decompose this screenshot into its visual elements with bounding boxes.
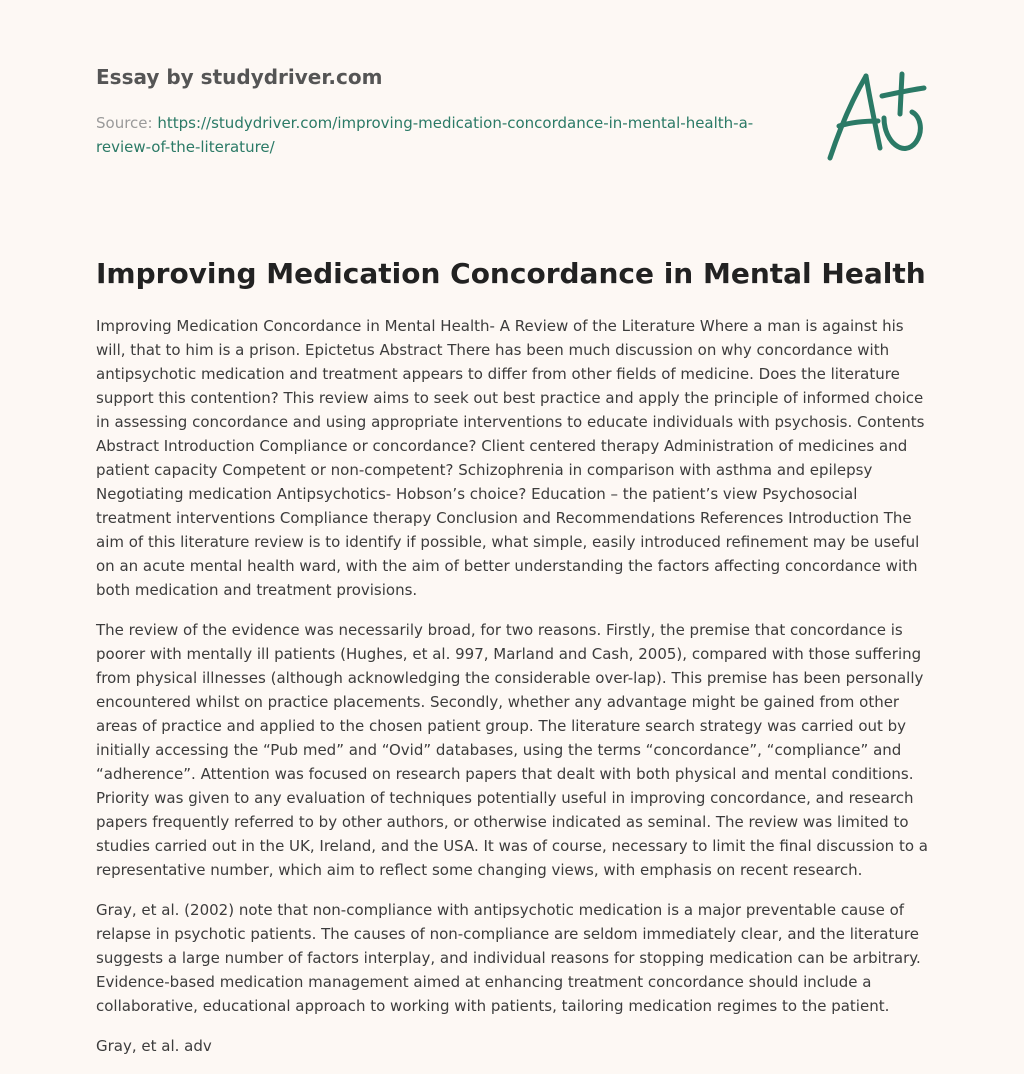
paragraph-2: The review of the evidence was necessarily broad, for two reasons. Firstly, the premise that concordance is poorer with mentally ill patients (Hughes, et al. 997, Marland and Cash, 2005), compared with those suffering from physical illnesses (although acknowledging the considerable over-lap). This premise has been personally encountered whilst on practice placements. Secondly, whether any advantage might be gained from other areas of practice and applied to the chosen patient group. The literature search strategy was carried out by initially accessing the “Pub med” and “Ovid” databases, using the terms “concordance”, “compliance” and “adherence”. Attention was focused on research papers that dealt with both physical and mental conditions. Priority was given to any evaluation of techniques potentially useful in improving concordance, and research papers frequently referred to by other authors, or otherwise indicated as seminal. The review was limited to studies carried out in the UK, Ireland, and the USA. It was of course, necessary to limit the final discussion to a representative number, which aim to reflect some changing views, with emphasis on recent research. <box>96 621 928 879</box>
paragraph-3: Gray, et al. (2002) note that non-compliance with antipsychotic medication is a major preventable cause of relapse in psychotic patients. The causes of non-compliance are seldom immediately clear, and the literature suggests a large number of factors interplay, and individual reasons for stopping medication can be arbitrary. Evidence-based medication management aimed at enhancing treatment concordance should include a collaborative, educational approach to working with patients, tailoring medication regimes to the patient. <box>96 901 921 1015</box>
source-link[interactable]: https://studydriver.com/improving-medication-concordance-in-mental-health-a-review-of-the-literature/ <box>96 114 754 156</box>
site-brand: Essay by studydriver.com <box>96 65 383 89</box>
paragraph-4: Gray, et al. adv <box>96 1037 212 1055</box>
logo-plus-swirl <box>884 112 920 148</box>
a-plus-logo-icon <box>822 66 932 166</box>
essay-header <box>96 62 796 159</box>
source-line <box>96 111 796 159</box>
paragraph-1: Improving Medication Concordance in Mental Health- A Review of the Literature Where a man is against his will, that to him is a prison. Epictetus Abstract There has been much discussion on why concordance with antipsychotic medication and treatment appears to differ from other fields of medicine. Does the literature support this contention? This review aims to seek out best practice and apply the principle of informed choice in assessing concordance and using appropriate interventions to educate individuals with psychosis. Contents Abstract Introduction Compliance or concordance? Client centered therapy Administration of medicines and patient capacity Competent or non-competent? Schizophrenia in comparison with asthma and epilepsy Negotiating medication Antipsychotics- Hobson’s choice? Education – the patient’s view Psychosocial treatment interventions Compliance therapy Conclusion and Recommendations References Introduction The aim of this literature review is to identify if possible, what simple, easily introduced refinement may be useful on an acute mental health ward, with the aim of better understanding the factors affecting concordance with both medication and treatment provisions. <box>96 317 925 599</box>
logo-a-stroke-left <box>830 76 866 158</box>
source-label: Source: <box>96 114 158 132</box>
essay-title: Improving Medication Concordance in Mental Health <box>96 257 926 290</box>
logo-a-stroke-right <box>866 76 880 148</box>
essay-body <box>96 314 934 1074</box>
